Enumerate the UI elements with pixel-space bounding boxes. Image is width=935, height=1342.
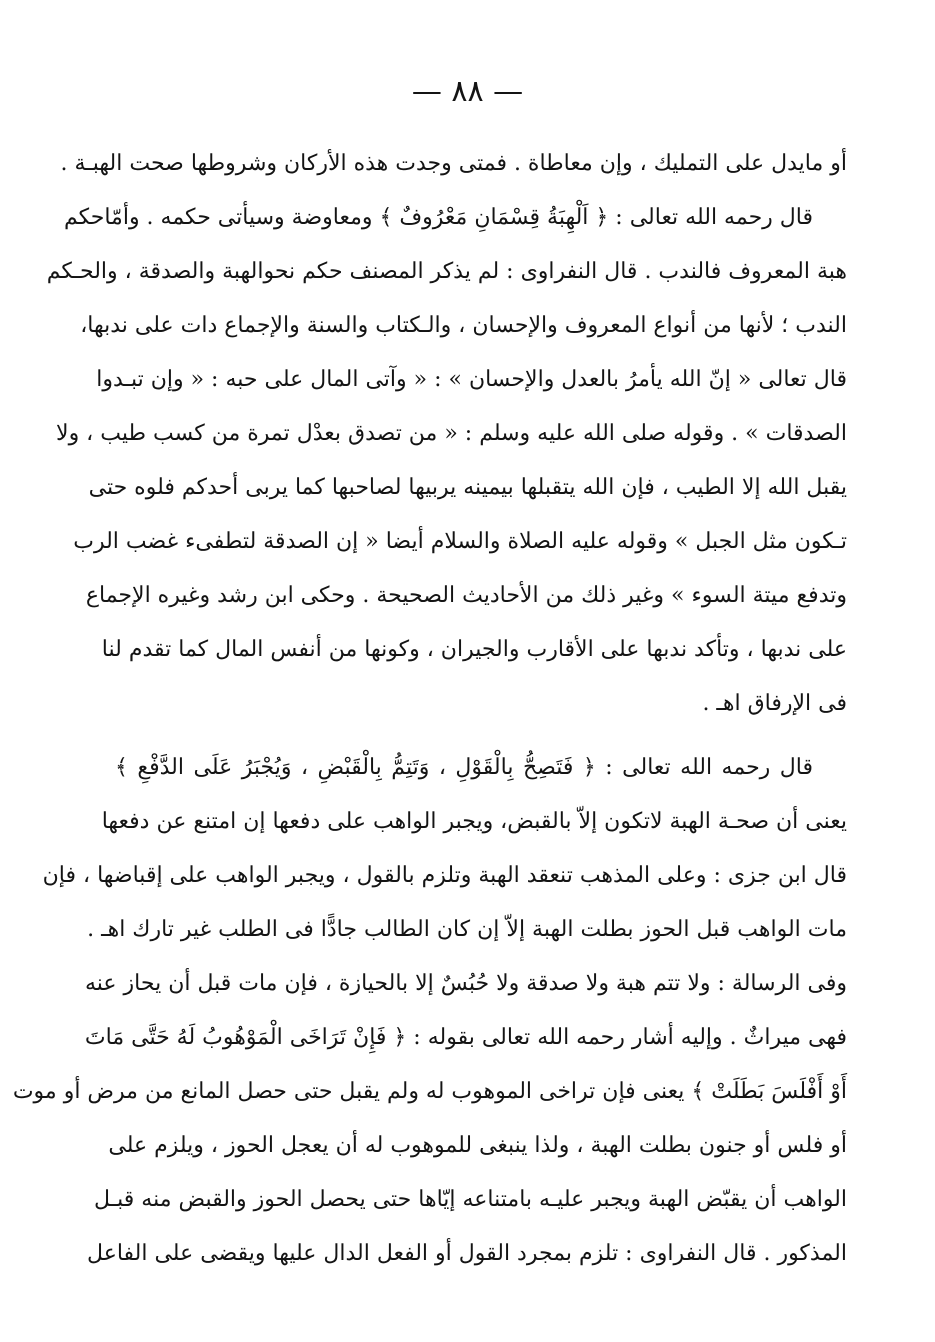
- text-line: أَوْ أَفْلَسَ بَطَلَتْ ﴾ يعنى فإن تراخى الموهوب له ولم يقبل حتى حصل المانع من مرض أو موت: [12, 1079, 847, 1104]
- text-line: أو فلس أو جنون بطلت الهبة ، ولذا ينبغى للموهوب له أن يعجل الحوز ، ويلزم على: [108, 1133, 847, 1158]
- text-line: أو مايدل على التمليك ، وإن معاطاة . فمتى وجدت هذه الأركان وشروطها صحت الهبـة .: [60, 151, 847, 176]
- body-text: [12, 137, 847, 1281]
- text-line: يقبل الله إلا الطيب ، فإن الله يتقبلها بيمينه يربيها لصاحبها كما يربى أحدكم فلوه حتى: [88, 475, 847, 500]
- paragraph-gap: [115, 731, 847, 741]
- text-line: يعنى أن صحـة الهبة لاتكون إلاّ بالقبض، ويجبر الواهب على دفعها إن امتنع عن دفعها: [101, 809, 847, 834]
- text-line: على ندبها ، وتأكد ندبها على الأقارب والجيران ، وكونها من أنفس المال كما تقدم لنا: [101, 637, 847, 662]
- text-line: وتدفع ميتة السوء » وغير ذلك من الأحاديث الصحيحة . وحكى ابن رشد وغيره الإجماع: [85, 583, 847, 608]
- text-line: قال رحمه الله تعالى : ﴿ اَلْهِبَةُ قِسْمَانِ مَعْرُوفٌ ﴾ ومعاوضة وسيأتى حكمه . وأمّاحكم: [63, 205, 813, 230]
- text-line: الصدقات » . وقوله صلى الله عليه وسلم : « من تصدق بعدْل تمرة من كسب طيب ، ولا: [56, 421, 847, 446]
- page-number: — ٨٨ —: [411, 74, 524, 109]
- text-line: مات الواهب قبل الحوز بطلت الهبة إلاّ إن كان الطالب جادًّا فى الطلب غير تارك اهـ .: [87, 917, 847, 942]
- text-line: هبة المعروف فالندب . قال النفراوى : لم يذكر المصنف حكم نحوالهبة والصدقة ، والحـكم: [46, 259, 847, 284]
- text-line: قال تعالى « إنّ الله يأمرُ بالعدل والإحسان » : « وآتى المال على حبه : « وإن تبـدوا: [96, 367, 847, 392]
- text-line: المذكور . قال النفراوى : تلزم بمجرد القول أو الفعل الدال عليها ويقضى على الفاعل: [87, 1241, 847, 1266]
- text-line: قال رحمه الله تعالى : ﴿ فَتَصِحُّ بِالْقَوْلِ ، وَتَتِمُّ بِالْقَبْضِ ، وَيُجْبَرُ عَلَى الدَّفْعِ ﴾: [115, 755, 813, 780]
- text-line: فهى ميراثٌ . وإليه أشار رحمه الله تعالى بقوله : ﴿ فَإِنْ تَرَاخَى الْمَوْهُوبُ لَهُ حَتَّى مَاتَ: [84, 1025, 847, 1050]
- text-line: الواهب أن يقبّض الهبة ويجبر عليـه بامتناعه إيّاها حتى يحصل الحوز والقبض منه قبـل: [94, 1187, 847, 1212]
- text-line: قال ابن جزى : وعلى المذهب تنعقد الهبة وتلزم بالقول ، ويجبر الواهب على إقباضها ، فإن: [42, 863, 847, 888]
- text-line: تـكون مثل الجبل » وقوله عليه الصلاة والسلام أيضا « إن الصدقة لتطفىء غضب الرب: [73, 529, 847, 554]
- text-line: وفى الرسالة : ولا تتم هبة ولا صدقة ولا حُبُسٌ إلا بالحيازة ، فإن مات قبل أن يحاز عنه: [85, 971, 847, 996]
- text-line: فى الإرفاق اهـ .: [702, 691, 847, 716]
- text-line: الندب ؛ لأنها من أنواع المعروف والإحسان ، والـكتاب والسنة والإجماع دات على ندبها،: [80, 313, 847, 338]
